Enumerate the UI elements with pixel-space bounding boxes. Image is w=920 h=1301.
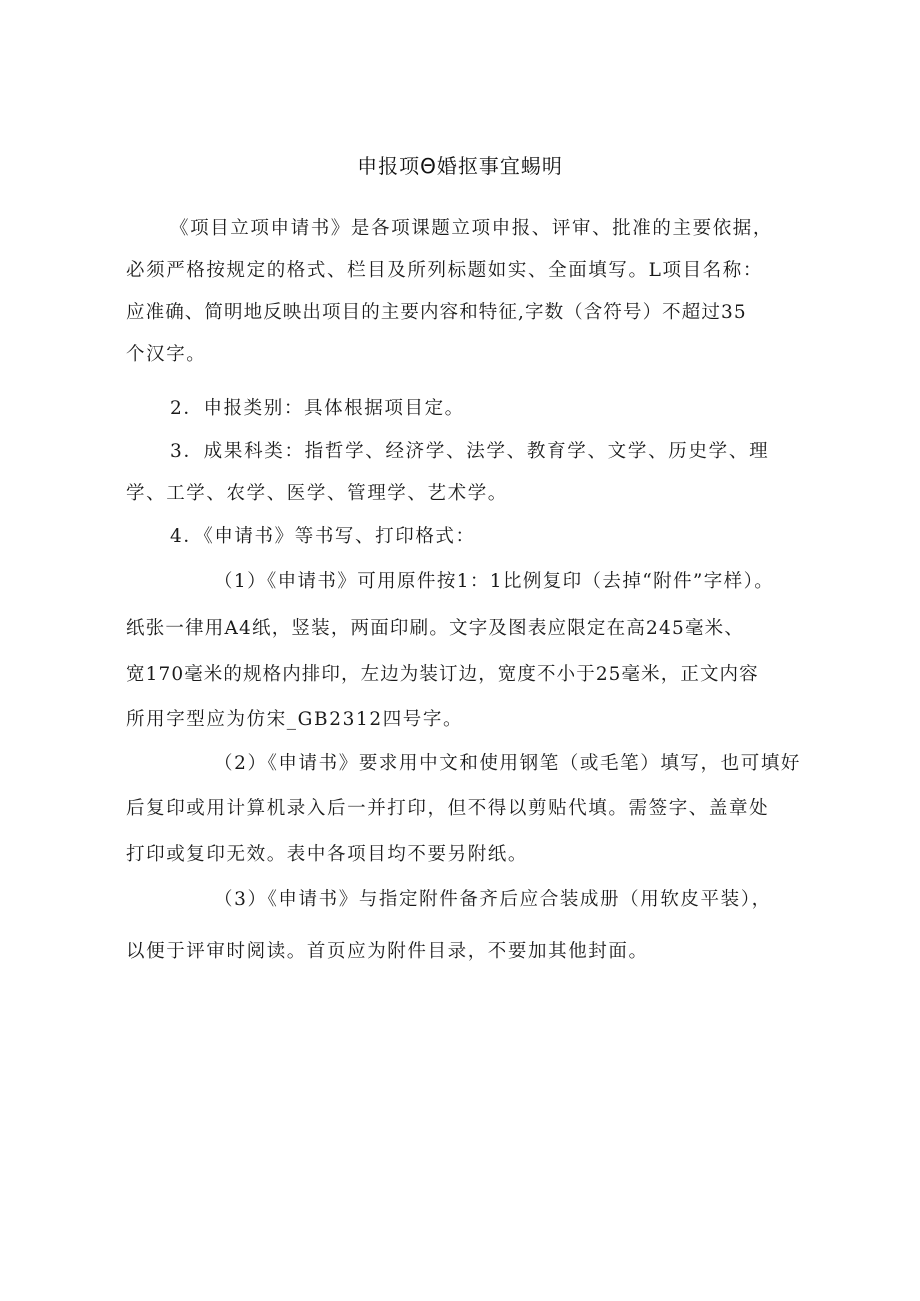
text-line: 应准确、简明地反映出项目的主要内容和特征,字数（含符号）不超过35 — [126, 302, 747, 323]
text-line: 个汉字。 — [126, 344, 207, 365]
text-line: 2．申报类别：具体根据项目定。 — [170, 398, 465, 419]
document-title: 申报项Θ婚抠事宜蜴明 — [357, 154, 563, 178]
text-line: 以便于评审时阅读。首页应为附件目录，不要加其他封面。 — [126, 941, 649, 962]
text-line: 3．成果科类：指哲学、经济学、法学、教育学、文学、历史学、理 — [170, 441, 770, 462]
text-line: 宽170毫米的规格内排印，左边为装订边，宽度不小于25毫米，正文内容 — [126, 664, 759, 685]
text-line: （3）《申请书》与指定附件备齐后应合装成册（用软皮平装）， — [214, 889, 772, 910]
text-line: 4．《申请书》等书写、打印格式： — [170, 526, 476, 547]
text-line: 纸张一律用A4纸，竖装，两面印刷。文字及图表应限定在高245毫米、 — [126, 618, 745, 639]
text-line: 必须严格按规定的格式、栏目及所列标题如实、全面填写。L项目名称： — [126, 260, 763, 281]
text-line: 所用字型应为仿宋_GB2312四号字。 — [126, 709, 464, 730]
text-line: （2）《申请书》要求用中文和使用钢笔（或毛笔）填写，也可填好 — [214, 753, 802, 774]
text-line: 《项目立项申请书》是各项课题立项申报、评审、批准的主要依据， — [170, 218, 774, 239]
text-line: （1）《申请书》可用原件按1：1比例复印（去掉“附件”字样）。 — [214, 571, 775, 592]
text-line: 后复印或用计算机录入后一并打印，但不得以剪贴代填。需签字、盖章处 — [126, 798, 770, 819]
text-line: 打印或复印无效。表中各项目均不要另附纸。 — [126, 844, 529, 865]
text-line: 学、工学、农学、医学、管理学、艺术学。 — [126, 483, 508, 504]
